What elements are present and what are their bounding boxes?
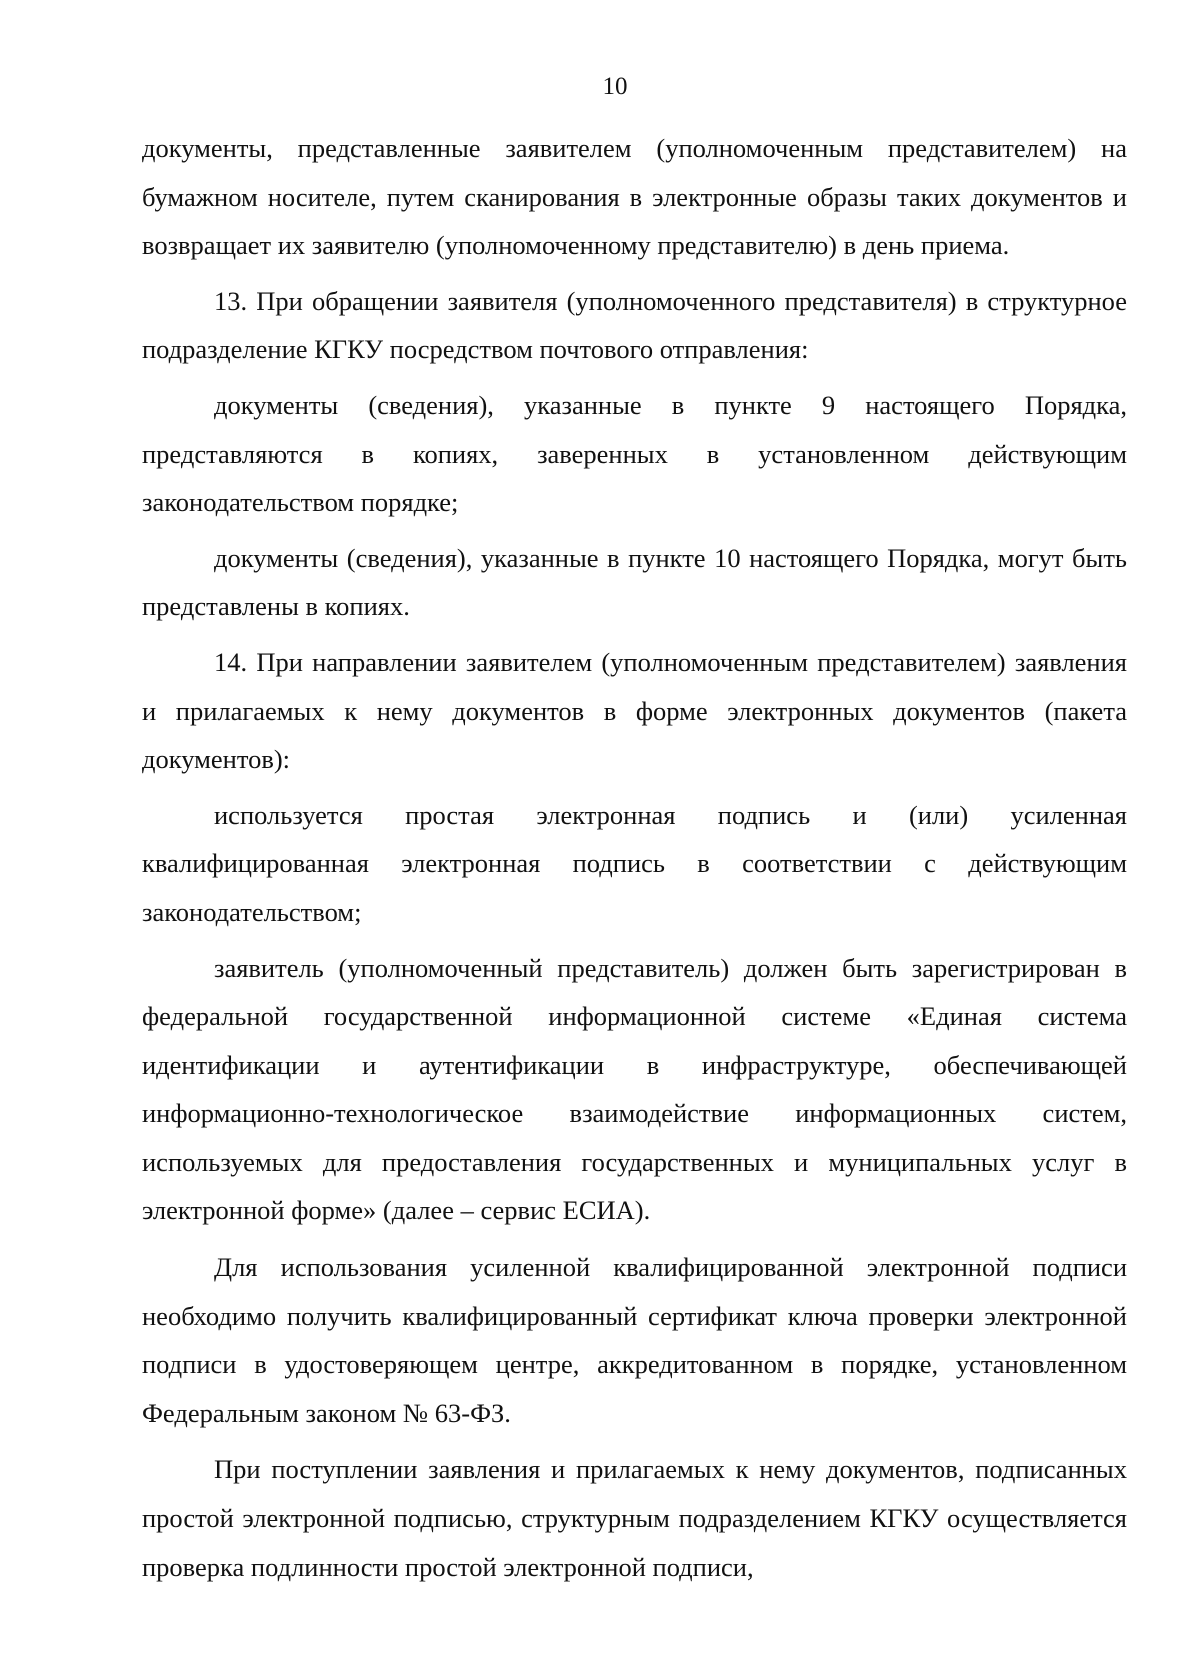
paragraph-item-13: 13. При обращении заявителя (уполномоченного представителя) в структурное подразделение КГКУ посредством почтового отправления: [142,285,1127,365]
paragraph-qualified-signature: Для использования усиленной квалифицированной электронной подписи необходимо получить квалифицированный сертификат ключа проверки электронной подписи в удостоверяющем центре, аккредитованном в порядке, установленном Федеральным законом № 63-ФЗ. [142,1252,1127,1428]
document-body [142,124,1127,1598]
paragraph-item-14-signature: используется простая электронная подпись и (или) усиленная квалифицированная электронная подпись в соответствии с действующим законодательством; [142,799,1127,927]
paragraph-item-13-copies-p9: документы (сведения), указанные в пункте 9 настоящего Порядка, представляются в копиях, заверенных в установленном действующим законодательством порядке; [142,389,1127,518]
paragraph-simple-signature-check: При поступлении заявления и прилагаемых к нему документов, подписанных простой электронной подписью, структурным подразделением КГКУ осуществляется проверка подлинности простой электронной подписи, [142,1454,1127,1582]
paragraph-item-13-copies-p10: документы (сведения), указанные в пункте 10 настоящего Порядка, могут быть представлены в копиях. [142,542,1127,622]
paragraph-item-14-esia: заявитель (уполномоченный представитель) должен быть зарегистрирован в федеральной государственной информационной системе «Единая система идентификации и аутентификации в инфраструктуре, обеспечивающей информационно-технологическое взаимодействие информационных систем, используемых для предоставления государственных и муниципальных услуг в электронной форме» (далее – сервис ЕСИА). [142,952,1127,1226]
paragraph-continuation: документы, представленные заявителем (уполномоченным представителем) на бумажном носителе, путем сканирования в электронные образы таких документов и возвращает их заявителю (уполномоченному представителю) в день приема. [142,133,1127,261]
paragraph-item-14: 14. При направлении заявителем (уполномоченным представителем) заявления и прилагаемых к нему документов в форме электронных документов (пакета документов): [142,646,1127,775]
page-number: 10 [602,73,628,100]
